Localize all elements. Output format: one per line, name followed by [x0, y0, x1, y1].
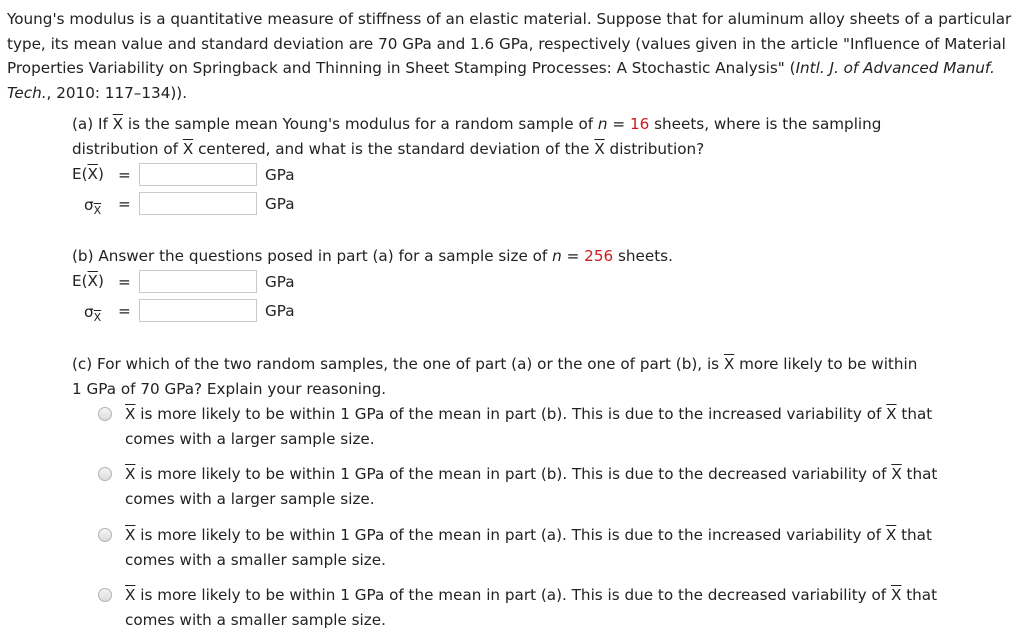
option-4-text: $\overline{X}$ is more likely to be within 1 GPa of the mean in part (a). This is due to the decreased variability of $\overline{X}$ that comes with a smaller sample size.	[125, 586, 938, 629]
part-b-question: (b) Answer the questions posed in part (a) for a sample size of n = 256 sheets.	[72, 247, 673, 265]
intro-citation-rest: , 2010: 117–134)).	[46, 83, 188, 102]
intro-text: Young's modulus is a quantitative measure of stiffness of an elastic material. Suppose that for aluminum alloy sheets of a particular type, its mean value and standard deviation are 70 GPa and 1.6 GPa, respectively (values given in the article "Influence of Material Properties Variability on Springback and Thinning in Sheet Stamping Processes: A Stochastic Analysis"	[7, 10, 1012, 78]
part-b-mean-label: $E(\overline{X})$	[72, 272, 104, 290]
part-a-n-value: 16	[629, 115, 650, 133]
option-2-radio[interactable]	[98, 467, 112, 481]
part-a-question-line1: (a) If $\overline{X}$ is the sample mean Young's modulus for a random sample of n = 16 sheets, where is the sampling	[72, 115, 882, 133]
option-3-text: $\overline{X}$ is more likely to be within 1 GPa of the mean in part (a). This is due to the increased variability of $\overline{X}$ that comes with a smaller sample size.	[125, 526, 932, 569]
option-2-text: $\overline{X}$ is more likely to be within 1 GPa of the mean in part (b). This is due to the decreased variability of $\overline{X}$ that comes with a larger sample size.	[125, 465, 938, 508]
part-a-mean-equals: =	[118, 166, 131, 184]
part-a-question-line2: distribution of $\overline{X}$ centered, and what is the standard deviation of the $\overline{X}$ distribution?	[72, 140, 705, 158]
intro-citation-open: (	[789, 59, 796, 78]
part-a-sd-equals: =	[118, 195, 131, 213]
part-c-question-line2: 1 GPa of 70 GPa? Explain your reasoning.	[72, 380, 387, 398]
part-b-mean-unit: GPa	[265, 273, 295, 291]
part-a-sd-input[interactable]	[139, 192, 257, 215]
part-b-mean-equals: =	[118, 273, 131, 291]
part-b-sd-label: $\sigma_{\overline{X}}$	[84, 303, 102, 324]
option-1-radio[interactable]	[98, 407, 112, 421]
part-b-sd-input[interactable]	[139, 299, 257, 322]
xbar-symbol: $\overline{X}$	[112, 115, 124, 133]
part-a-sd-unit: GPa	[265, 195, 295, 213]
part-b-sd-equals: =	[118, 302, 131, 320]
part-a-sd-label: $\sigma_{\overline{X}}$	[84, 196, 102, 217]
problem-intro	[7, 7, 1019, 105]
part-a-mean-input[interactable]	[139, 163, 257, 186]
option-1-text: $\overline{X}$ is more likely to be within 1 GPa of the mean in part (b). This is due to the increased variability of $\overline{X}$ that comes with a larger sample size.	[125, 405, 933, 448]
option-3-radio[interactable]	[98, 528, 112, 542]
journal-name: Intl. J. of Advanced Manuf. Tech.	[7, 59, 995, 102]
part-b-sd-unit: GPa	[265, 302, 295, 320]
part-b-n-value: 256	[584, 247, 614, 265]
option-4-radio[interactable]	[98, 588, 112, 602]
part-c-question-line1: (c) For which of the two random samples, the one of part (a) or the one of part (b), is $\overline{X}$ more likely to be within	[72, 355, 918, 373]
part-a-mean-unit: GPa	[265, 166, 295, 184]
part-b-mean-input[interactable]	[139, 270, 257, 293]
part-a-mean-label: $E(\overline{X})$	[72, 165, 104, 183]
